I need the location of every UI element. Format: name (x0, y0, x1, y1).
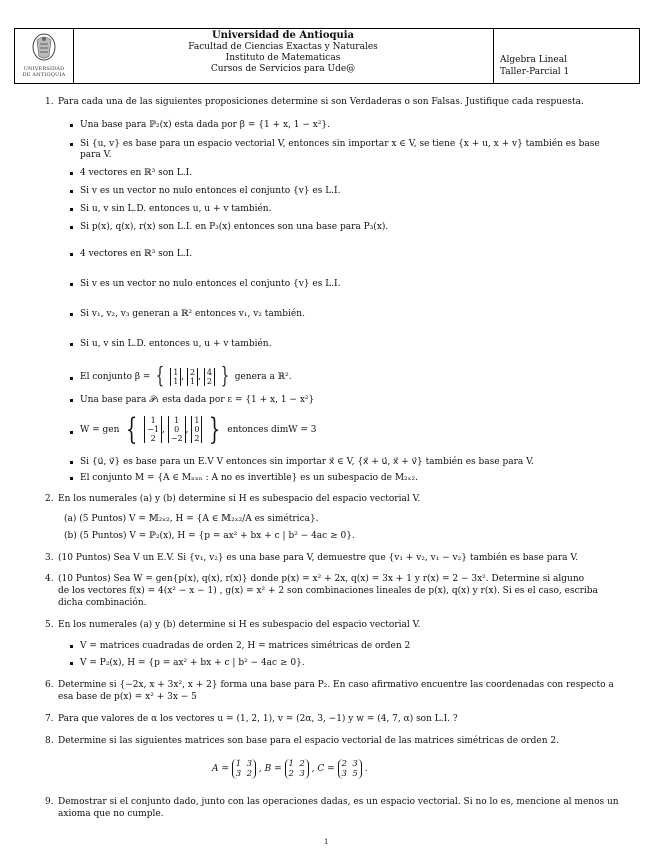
q9-line-2: axioma que no cumple. (58, 809, 164, 819)
header-right (494, 29, 639, 83)
matrix-entry: 2 (299, 758, 305, 769)
matrix-entry: 3 (246, 758, 253, 769)
bullet (70, 399, 73, 402)
bullet (70, 226, 73, 229)
matrix-c (338, 759, 362, 779)
university-seal-icon (27, 32, 61, 66)
matrix-end: . (364, 764, 368, 774)
q1-item-4: Si v es un vector no nulo entonces el conjunto {v} es L.I. (80, 186, 341, 196)
matrix-entry: 2 (246, 768, 253, 779)
q6-line-2: esa base de p(x) = x² + 3x − 5 (58, 692, 197, 702)
w-vector-1 (144, 416, 162, 443)
q1-item-5: Si u, v sin L.D. entonces u, u + v también. (80, 204, 272, 214)
w-tail: entonces dimW = 3 (227, 425, 317, 435)
q1-item-2: Si {u, v} es base para un espacio vectorial V, entonces sin importar x ∈ V, se tiene {x + u, x + v} también es base (80, 139, 600, 149)
courses-name: Cursos de Servicios para Ude@ (210, 64, 356, 74)
bullet (70, 124, 73, 127)
w-vector-2 (168, 416, 186, 443)
q1-item-3: 4 vectores en ℝ³ son L.I. (80, 168, 193, 178)
university-name: Universidad de Antioquia (211, 30, 355, 41)
matrix-entry: 1 (174, 416, 180, 425)
q2-text: En los numerales (a) y (b) determine si H es subespacio del espacio vectorial V. (58, 494, 421, 504)
assignment-name: Taller-Parcial 1 (500, 67, 570, 77)
q4-line-2: de los vectores f(x) = 4(x² − x − 1) , g(x) = x² + 2 son combinaciones lineales de p(x), q(x) y r(x). Si es el caso, escriba (58, 586, 598, 596)
q5-text: En los numerales (a) y (b) determine si H es subespacio del espacio vectorial V. (58, 620, 421, 630)
q1-item-1: Una base para ℙ₂(x) esta dada por β = {1 + x, 1 − x²}. (80, 120, 331, 130)
matrix-entry: 2 (190, 367, 196, 377)
q1-item-w: W = gen { 1 −1 2, 1 0 −2, 1 0 2 } entonces dimW = 3 (80, 411, 317, 447)
matrix-entry: 2 (341, 758, 347, 769)
bullet (70, 172, 73, 175)
page-number: 1 (324, 838, 329, 846)
matrix-entry: 2 (288, 768, 294, 779)
matrix-entry: 1 (173, 367, 179, 377)
bullet (70, 208, 73, 211)
matrix-entry: 2 (206, 376, 212, 386)
logo-text-2: DE ANTIOQUIA (22, 72, 66, 78)
matrix-entry: −2 (170, 434, 183, 443)
header-table (14, 28, 640, 84)
faculty-name: Facultad de Ciencias Exactas y Naturales (188, 42, 378, 52)
bullet (70, 377, 73, 380)
q2-number: 2. (45, 494, 54, 504)
bullet (70, 253, 73, 256)
institute-name: Instituto de Matematicas (225, 53, 341, 63)
beta-vector-1 (170, 368, 181, 386)
beta-vector-3 (204, 368, 215, 386)
bullet (70, 645, 73, 648)
matrix-entry: 4 (206, 367, 212, 377)
q5-item-1: V = matrices cuadradas de orden 2, H = matrices simétricas de orden 2 (80, 641, 411, 651)
q6-line-1: Determine si {−2x, x + 3x², x + 2} forma una base para P₂. En caso afirmativo encuentre las coordenadas con respecto a (58, 680, 614, 690)
q6-number: 6. (45, 680, 54, 690)
w-label: W = gen (80, 425, 120, 435)
q9-number: 9. (45, 797, 54, 807)
matrix-entry: 1 (288, 758, 294, 769)
q5-number: 5. (45, 620, 54, 630)
header-center (73, 29, 494, 83)
q4-line-1: (10 Puntos) Sea W = gen{p(x), q(x), r(x)} donde p(x) = x² + 2x, q(x) = 3x + 1 y r(x) = 2 − 3x². Determine si alguno (58, 574, 585, 584)
q9-line-1: Demostrar si el conjunto dado, junto con las operaciones dadas, es un espacio vectorial. Si no lo es, mencione al menos un (58, 797, 619, 807)
logo-cell (15, 29, 74, 83)
matrix-entry: 3 (341, 768, 347, 779)
matrix-entry: 1 (235, 758, 242, 769)
bullet (70, 313, 73, 316)
right-brace: } (209, 411, 221, 447)
q1-item-beta: El conjunto β = { 1 1 , 2 1 , 4 2 } genera a ℝ². (80, 363, 292, 389)
matrix-entry: 3 (352, 758, 358, 769)
matrix-entry: 1 (190, 376, 196, 386)
q3-number: 3. (45, 553, 54, 563)
q8-matrices (212, 754, 368, 784)
matrix-entry: 2 (150, 434, 156, 443)
left-brace: { (156, 363, 165, 389)
q4-line-3: dicha combinación. (58, 598, 147, 608)
q1-item-17: El conjunto M = {A ∈ Mₙₓₙ : A no es invertible} es un subespacio de M₂ₓ₂. (80, 473, 418, 483)
subject-name: Algebra Lineal (500, 55, 567, 65)
q1-item-10: Si u, v sin L.D. entonces u, u + v también. (80, 339, 272, 349)
bullet (70, 662, 73, 665)
matrix-b-label: , B = (258, 764, 282, 774)
q1-item-8: Si v es un vector no nulo entonces el conjunto {v} es L.I. (80, 279, 341, 289)
q1-item-9: Si v₁, v₂, v₃ generan a ℝ² entonces v₁, v₂ también. (80, 309, 305, 319)
matrix-entry: −1 (147, 425, 160, 434)
q5-item-2: V = P₂(x), H = {p = ax² + bx + c | b² − 4ac ≥ 0}. (80, 658, 305, 668)
beta-tail: genera a ℝ². (234, 372, 292, 382)
matrix-entry: 2 (194, 434, 200, 443)
matrix-entry: 3 (299, 768, 305, 779)
q1-item-2-cont: para V. (80, 150, 112, 160)
matrix-entry: 1 (173, 376, 179, 386)
logo-text-1: UNIVERSIDAD (23, 66, 65, 72)
matrix-entry: 0 (174, 425, 180, 434)
bullet (70, 461, 73, 464)
q1-item-7: 4 vectores en ℝ³ son L.I. (80, 249, 193, 259)
q1-item-16: Si {u⃗, v⃗} es base para un E.V V entonces sin importar x⃗ ∈ V, {x⃗ + u⃗, x⃗ + v⃗} también es base para V. (80, 457, 534, 467)
matrix-entry: 5 (352, 768, 358, 779)
bullet (70, 343, 73, 346)
matrix-entry: 0 (194, 425, 200, 434)
bullet (70, 431, 73, 434)
bullet (70, 477, 73, 480)
matrix-c-label: , C = (311, 764, 335, 774)
q2-b: (b) (5 Puntos) V = ℙ₂(x), H = {p = ax² + bx + c | b² − 4ac ≥ 0}. (64, 531, 355, 541)
q7-text: Para que valores de α los vectores u = (1, 2, 1), v = (2α, 3, −1) y w = (4, 7, α) son L.I. ? (58, 714, 458, 724)
q7-number: 7. (45, 714, 54, 724)
q4-number: 4. (45, 574, 54, 584)
q8-number: 8. (45, 736, 54, 746)
q1-item-6: Si p(x), q(x), r(x) son L.I. en P₃(x) entonces son una base para P₃(x). (80, 222, 389, 232)
q2-a: (a) (5 Puntos) V = 𝕄₂ₓ₂, H = {A ∈ 𝕄₂ₓ₂/A es simétrica}. (64, 514, 319, 524)
right-brace: } (220, 363, 230, 389)
q8-text: Determine si las siguientes matrices son base para el espacio vectorial de las matrices simétricas de orden 2. (58, 736, 559, 746)
beta-vector-2 (187, 368, 198, 386)
left-brace: { (126, 411, 138, 447)
q1-item-epsilon: Una base para 𝒫₁ esta dada por ε = {1 + x, 1 − x²} (80, 395, 315, 405)
q1-text: Para cada una de las siguientes proposiciones determine si son Verdaderas o son Falsas. Justifique cada respuesta. (58, 97, 584, 107)
matrix-b (285, 759, 309, 779)
bullet (70, 190, 73, 193)
matrix-a (232, 759, 256, 779)
bullet (70, 143, 73, 146)
matrix-entry: 3 (235, 768, 242, 779)
q1-number: 1. (45, 97, 54, 107)
q3-text: (10 Puntos) Sea V un E.V. Si {v₁, v₂} es una base para V, demuestre que {v₁ + v₂, v₁ − v₂} también es base para V. (58, 553, 579, 563)
bullet (70, 283, 73, 286)
beta-label: El conjunto β = (80, 372, 151, 382)
matrix-entry: 1 (194, 416, 200, 425)
w-vector-3 (191, 416, 202, 443)
matrix-entry: 1 (150, 416, 156, 425)
matrix-a-label: A = (212, 764, 229, 774)
